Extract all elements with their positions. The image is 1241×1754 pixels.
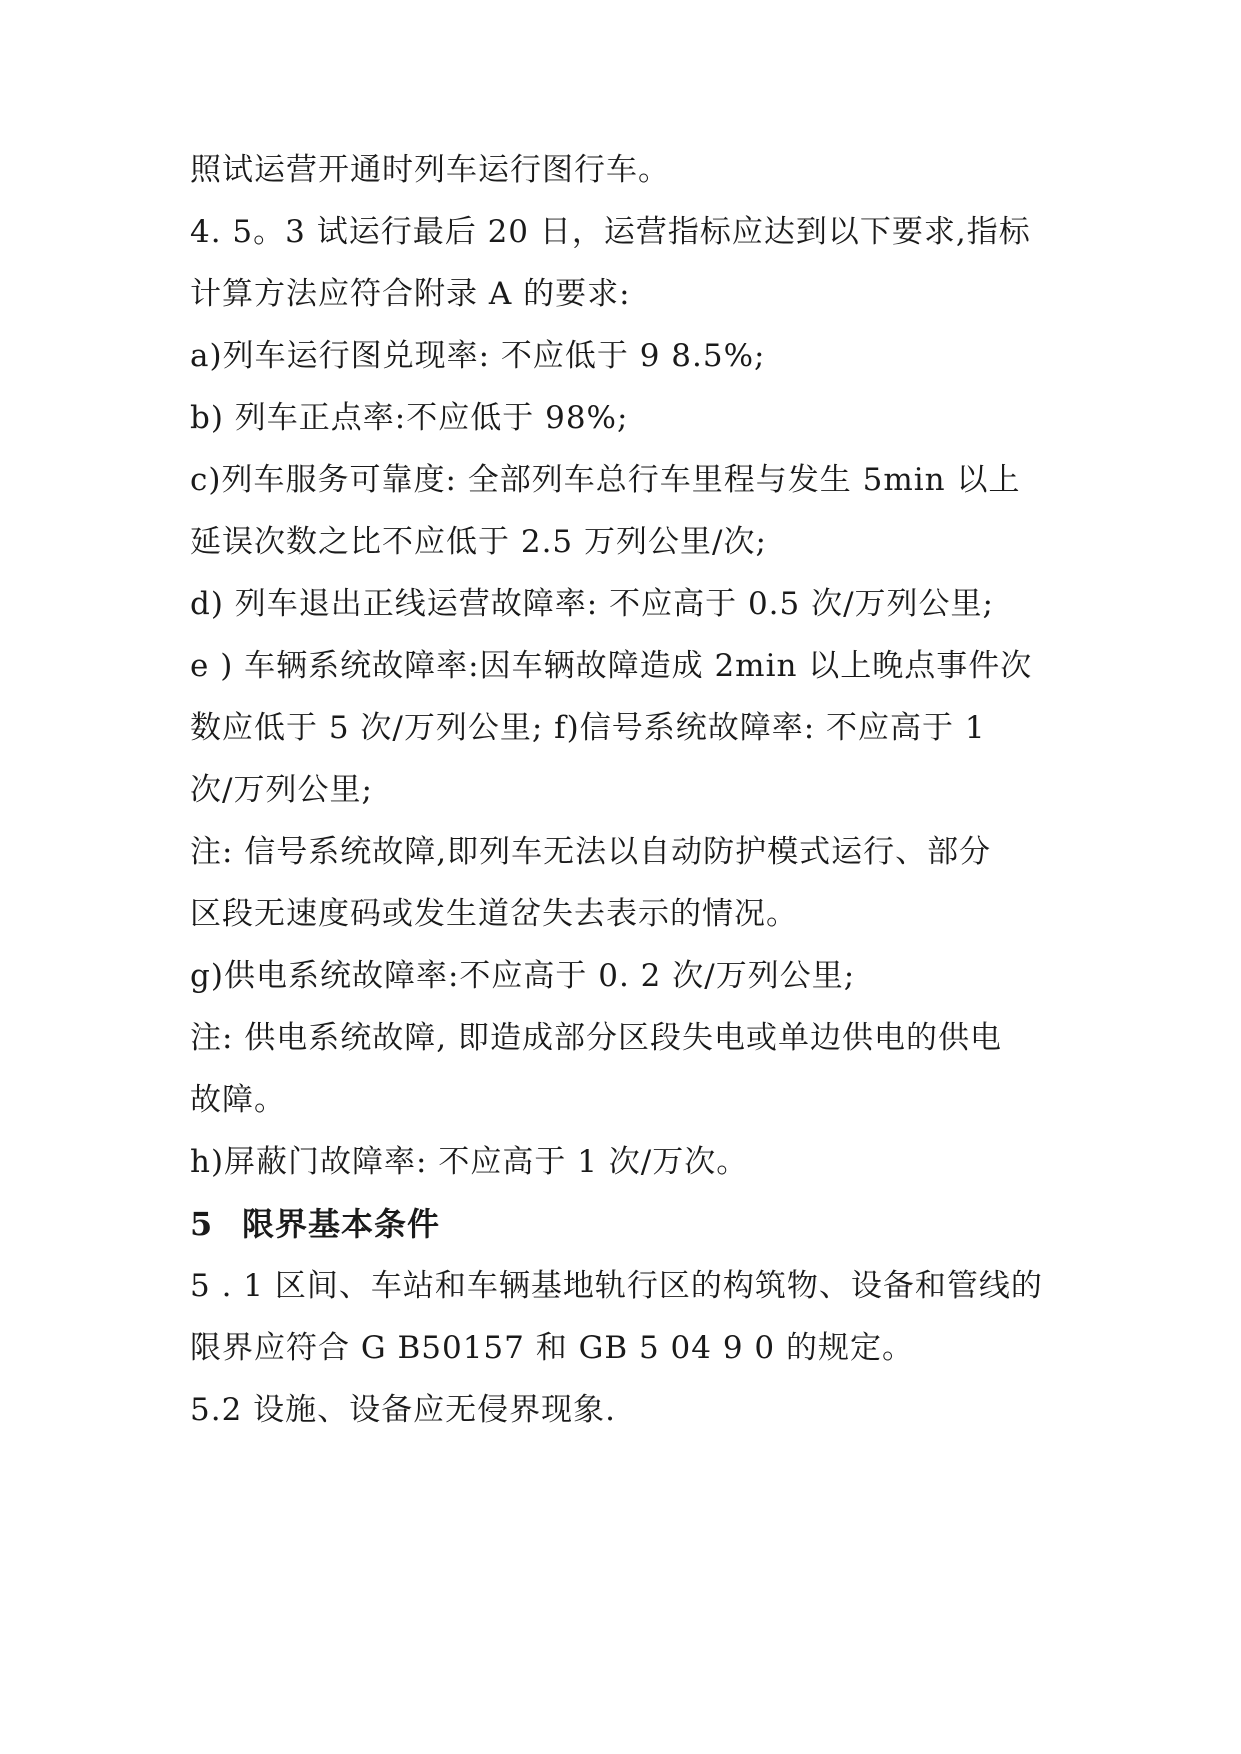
text-line: g)供电系统故障率:不应高于 0. 2 次/万列公里;	[190, 958, 856, 994]
text-line: b) 列车正点率:不应低于 98%;	[190, 400, 629, 436]
text-line: 计算方法应符合附录 A 的要求:	[190, 276, 631, 312]
section-heading	[190, 1204, 1060, 1244]
text-line: 注: 信号系统故障,即列车无法以自动防护模式运行、部分	[190, 834, 992, 870]
text-line: 5.2 设施、设备应无侵界现象.	[190, 1392, 617, 1428]
text-line: 注: 供电系统故障, 即造成部分区段失电或单边供电的供电	[190, 1020, 1003, 1056]
text-line: 限界应符合 G B50157 和 GB 5 04 9 0 的规定。	[190, 1330, 915, 1366]
text-line: e ) 车辆系统故障率:因车辆故障造成 2min 以上晚点事件次	[190, 648, 1033, 684]
text-line: 次/万列公里;	[190, 772, 373, 808]
section-title: 限界基本条件	[242, 1205, 441, 1243]
section-number: 5	[190, 1205, 214, 1243]
text-line: h)屏蔽门故障率: 不应高于 1 次/万次。	[190, 1144, 749, 1180]
text-line: a)列车运行图兑现率: 不应低于 9 8.5%;	[190, 338, 766, 374]
text-line: 5 . 1 区间、车站和车辆基地轨行区的构筑物、设备和管线的	[190, 1268, 1043, 1304]
text-line: c)列车服务可靠度: 全部列车总行车里程与发生 5min 以上	[190, 462, 1021, 498]
text-line: 故障。	[190, 1082, 286, 1118]
text-line: d) 列车退出正线运营故障率: 不应高于 0.5 次/万列公里;	[190, 586, 994, 622]
text-line: 数应低于 5 次/万列公里; f)信号系统故障率: 不应高于 1	[190, 710, 986, 746]
text-line: 4. 5。3 试运行最后 20 日，运营指标应达到以下要求,指标	[190, 214, 1031, 250]
text-line: 延误次数之比不应低于 2.5 万列公里/次;	[190, 524, 767, 560]
text-line: 区段无速度码或发生道岔失去表示的情况。	[190, 896, 798, 932]
text-line: 照试运营开通时列车运行图行车。	[190, 152, 670, 188]
